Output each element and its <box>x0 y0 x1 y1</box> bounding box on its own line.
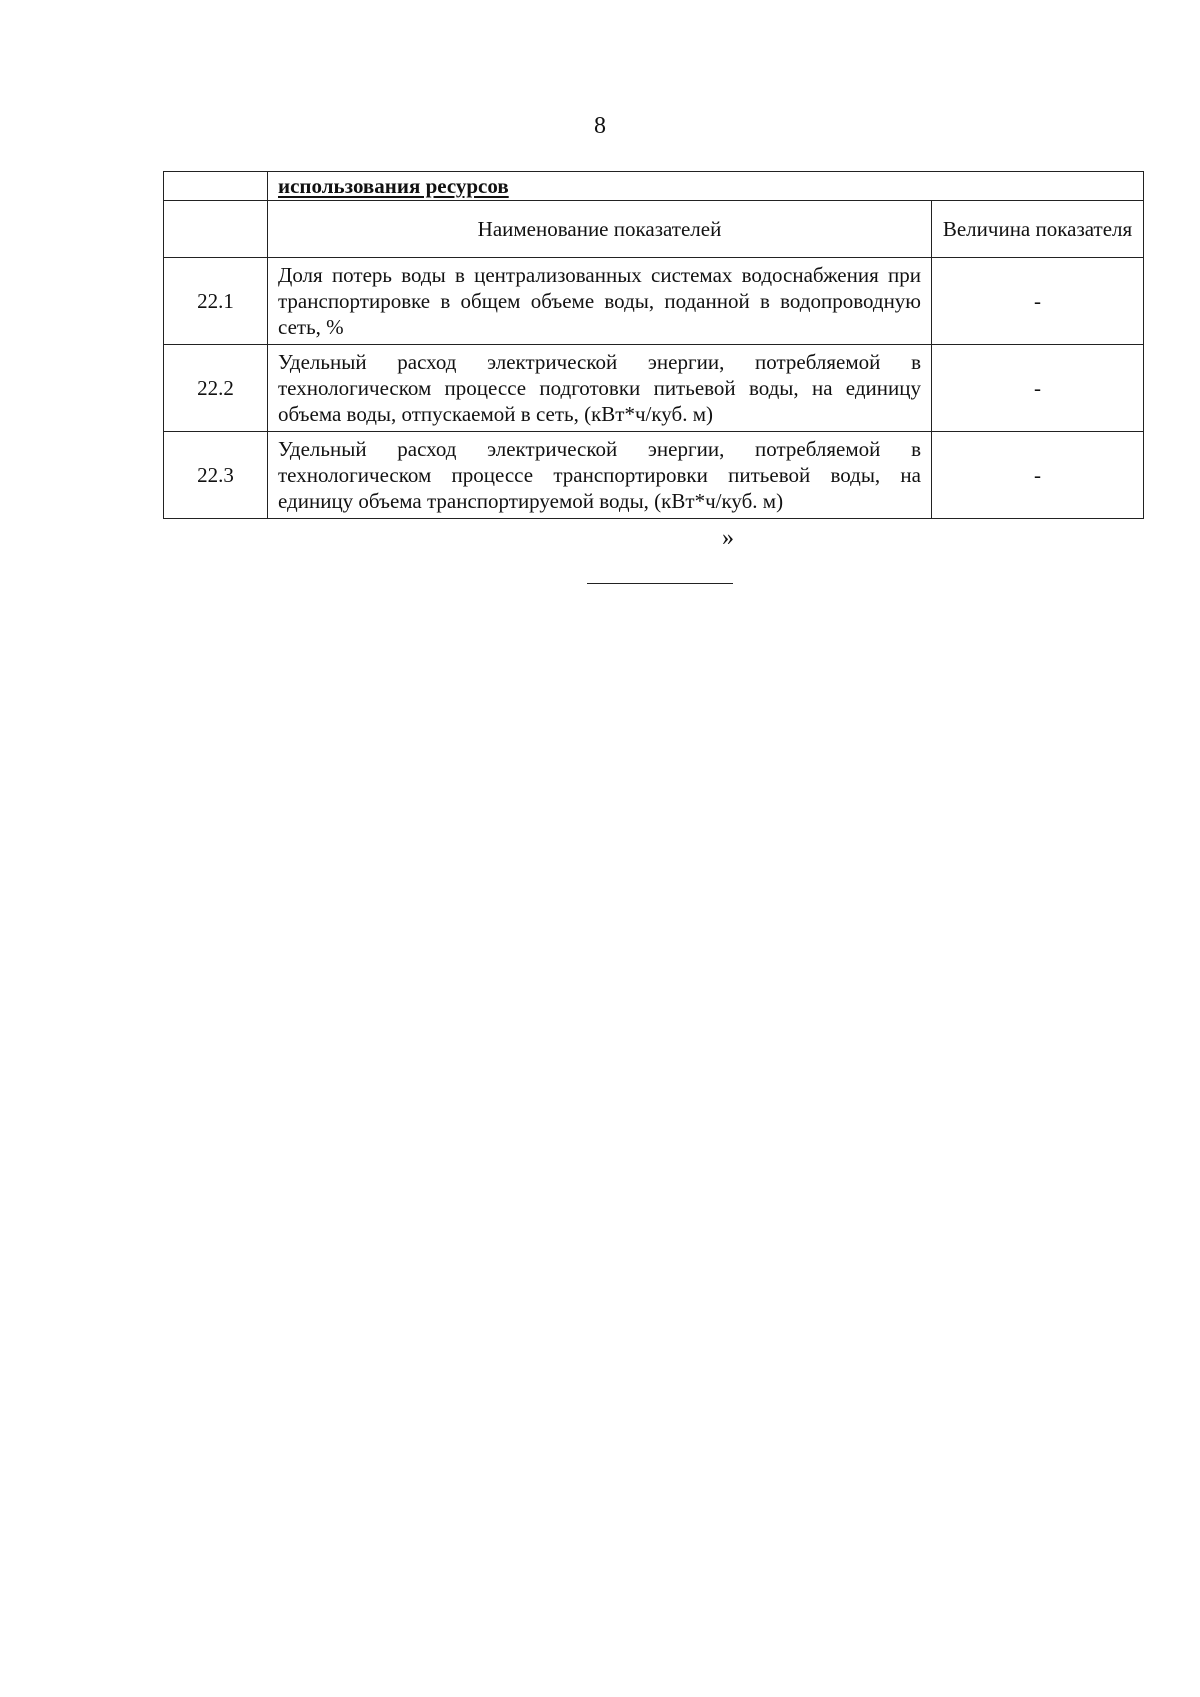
row-value: - <box>932 258 1144 345</box>
header-name: Наименование показателей <box>268 201 932 258</box>
row-number: 22.2 <box>164 345 268 432</box>
row-name: Удельный расход электрической энергии, потребляемой в технологическом процессе подготовки питьевой воды, на единицу объема воды, отпускаемой в сеть, (кВт*ч/куб. м) <box>268 345 932 432</box>
indicators-table <box>163 171 1144 519</box>
section-row-num-cell <box>164 172 268 201</box>
row-name: Доля потерь воды в централизованных системах водоснабжения при транспортировке в общем объеме воды, поданной в водопроводную сеть, % <box>268 258 932 345</box>
page-number: 8 <box>594 113 606 139</box>
header-num-cell <box>164 201 268 258</box>
row-value: - <box>932 432 1144 519</box>
row-value: - <box>932 345 1144 432</box>
header-row <box>164 201 1144 258</box>
row-number: 22.3 <box>164 432 268 519</box>
row-name: Удельный расход электрической энергии, потребляемой в технологическом процессе транспортировки питьевой воды, на единицу объема транспортируемой воды, (кВт*ч/куб. м) <box>268 432 932 519</box>
section-title: использования ресурсов <box>268 172 1144 201</box>
table-row <box>164 345 1144 432</box>
table-row <box>164 258 1144 345</box>
header-value: Величина показателя <box>932 201 1144 258</box>
closing-quote: » <box>722 525 734 551</box>
end-rule <box>587 583 733 584</box>
row-number: 22.1 <box>164 258 268 345</box>
table-row <box>164 432 1144 519</box>
section-row <box>164 172 1144 201</box>
